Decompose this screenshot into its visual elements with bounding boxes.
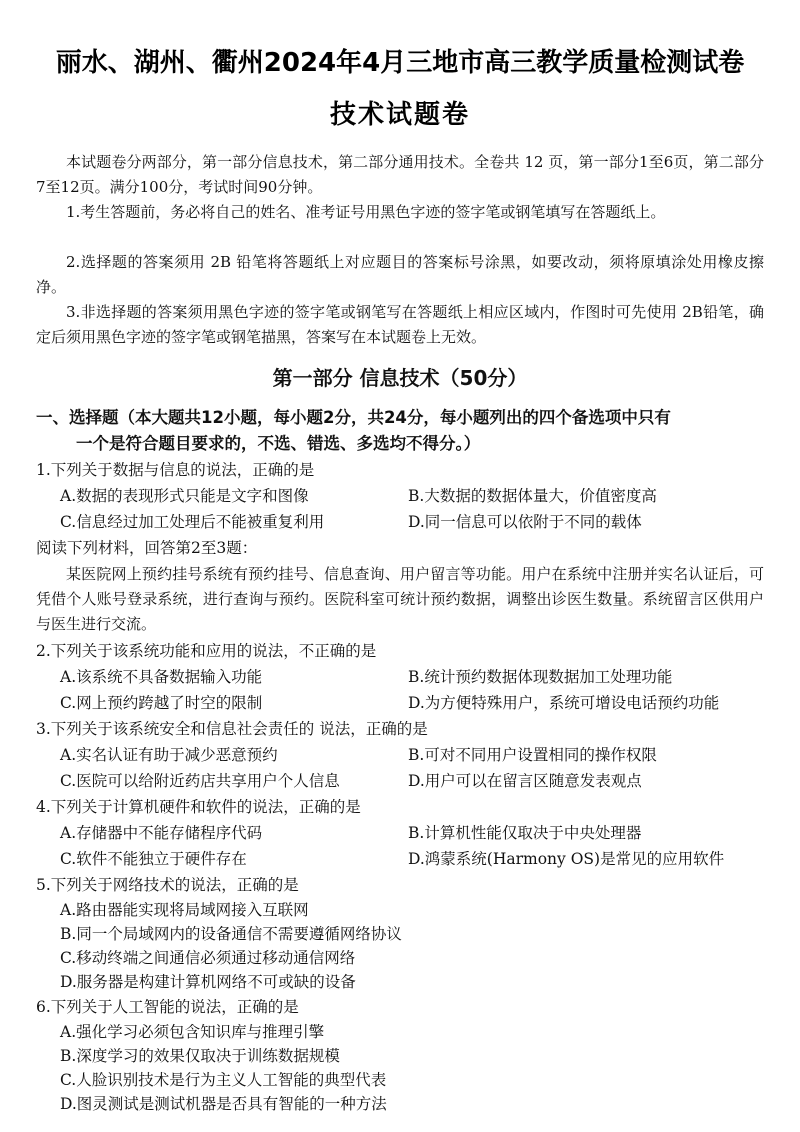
option-a: A.存储器中不能存储程序代码 (60, 824, 263, 842)
exam-title: 丽水、湖州、衢州2024年4月三地市高三教学质量检测试卷 (55, 48, 745, 78)
question-stem: 3.下列关于该系统安全和信息社会责任的 说法，正确的是 (36, 720, 428, 738)
material-text: 某医院网上预约挂号系统有预约挂号、信息查询、用户留言等功能。用户在系统中注册并实名认证后，可凭借个人账号登录系统，进行查询与预约。医院科室可统计预约数据，调整出诊医生数量。系统留言区供用户与医生进行交流。 (36, 565, 764, 633)
option-a: A.路由器能实现将局域网接入互联网 (60, 901, 309, 919)
instruction-item: 3.非选择题的答案须用黑色字迹的签字笔或钢笔写在答题纸上相应区域内，作图时可先使用 2B铅笔，确定后须用黑色字迹的签字笔或钢笔描黑，答案写在本试题卷上无效。 (36, 303, 764, 346)
mcq-instructions-line1: 一、选择题（本大题共12小题，每小题2分，共24分，每小题列出的四个备选项中只有 (36, 408, 671, 427)
question-stem: 6.下列关于人工智能的说法，正确的是 (36, 998, 299, 1016)
option-d: D.为方便特殊用户，系统可增设电话预约功能 (408, 694, 720, 712)
option-b: B.计算机性能仅取决于中央处理器 (408, 824, 642, 842)
option-a: A.实名认证有助于减少恶意预约 (60, 746, 278, 764)
question-stem: 2.下列关于该系统功能和应用的说法，不正确的是 (36, 642, 377, 660)
material-lead: 阅读下列材料，回答第2至3题： (36, 539, 258, 557)
option-c: C.信息经过加工处理后不能被重复利用 (60, 513, 325, 531)
exam-subtitle: 技术试题卷 (329, 100, 470, 130)
section-title: 第一部分 信息技术（50分） (272, 366, 528, 390)
instructions-intro: 本试题卷分两部分，第一部分信息技术，第二部分通用技术。全卷共 12 页，第一部分1至6页，第二部分7至12页。满分100分，考试时间90分钟。 (36, 153, 764, 196)
option-c: C.移动终端之间通信必须通过移动通信网络 (60, 949, 356, 967)
question-stem: 5.下列关于网络技术的说法，正确的是 (36, 876, 299, 894)
option-b: B.深度学习的效果仅取决于训练数据规模 (60, 1047, 340, 1065)
question-stem: 1.下列关于数据与信息的说法，正确的是 (36, 461, 315, 479)
instruction-item: 2.选择题的答案须用 2B 铅笔将答题纸上对应题目的答案标号涂黑，如要改动，须将原填涂处用橡皮擦净。 (36, 253, 764, 296)
option-a: A.强化学习必须包含知识库与推理引擎 (60, 1023, 325, 1041)
option-c: C.软件不能独立于硬件存在 (60, 850, 247, 868)
option-b: B.可对不同用户设置相同的操作权限 (408, 746, 657, 764)
option-d: D.鸿蒙系统(Harmony OS)是常见的应用软件 (408, 850, 725, 868)
instruction-item: 1.考生答题前，务必将自己的姓名、准考证号用黑色字迹的签字笔或钢笔填写在答题纸上。 (66, 203, 666, 221)
option-d: D.图灵测试是测试机器是否具有智能的一种方法 (60, 1095, 387, 1113)
option-b: B.大数据的数据体量大，价值密度高 (408, 487, 657, 505)
mcq-instructions-line2: 一个是符合题目要求的，不选、错选、多选均不得分。） (76, 434, 481, 453)
option-d: D.用户可以在留言区随意发表观点 (408, 772, 642, 790)
option-d: D.服务器是构建计算机网络不可或缺的设备 (60, 973, 356, 991)
option-a: A.数据的表现形式只能是文字和图像 (60, 487, 309, 505)
option-c: C.网上预约跨越了时空的限制 (60, 694, 263, 712)
question-stem: 4.下列关于计算机硬件和软件的说法，正确的是 (36, 798, 361, 816)
option-b: B.同一个局域网内的设备通信不需要遵循网络协议 (60, 925, 402, 943)
option-d: D.同一信息可以依附于不同的载体 (408, 513, 642, 531)
mcq-instructions (36, 405, 776, 457)
option-b: B.统计预约数据体现数据加工处理功能 (408, 668, 673, 686)
option-a: A.该系统不具备数据输入功能 (60, 668, 263, 686)
option-c: C.人脸识别技术是行为主义人工智能的典型代表 (60, 1071, 387, 1089)
option-c: C.医院可以给附近药店共享用户个人信息 (60, 772, 340, 790)
